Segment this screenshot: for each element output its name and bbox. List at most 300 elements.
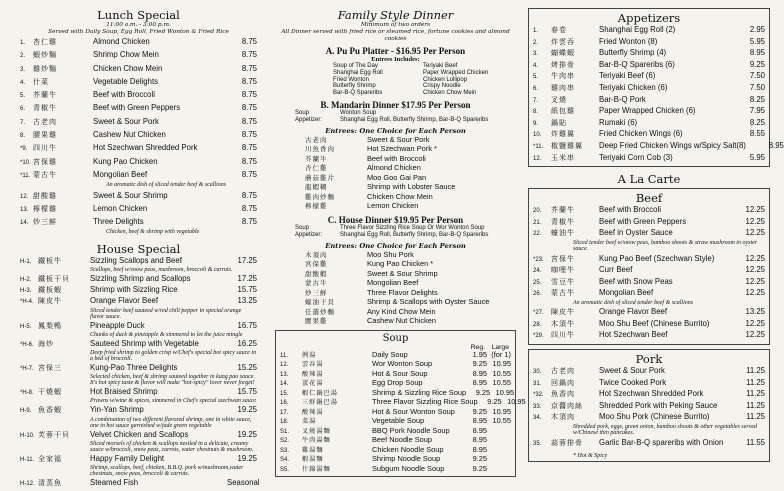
- family-dinner-section: [275, 8, 516, 327]
- item-name: Orange Flavor Beef: [599, 307, 668, 317]
- item-name: Chicken Chow Mein: [367, 191, 433, 201]
- item-name: Shrimp with Lobster Sauce: [367, 182, 456, 192]
- soup-reg-label: Reg.: [470, 343, 485, 351]
- beef-title: Beef: [635, 191, 663, 206]
- item-chinese-name: 酸辣湯: [302, 370, 324, 378]
- item-chinese-name: 蒙古牛: [33, 171, 57, 179]
- menu-item-row: [20, 129, 257, 142]
- item-price: 8.75: [241, 37, 257, 46]
- pu-pu-entree: Soup of The Day: [333, 63, 378, 69]
- item-name: Sizzling Shrimp and Scallops: [90, 273, 191, 283]
- item-number: 15.: [280, 390, 289, 397]
- item-chinese-name: 鐵板蝦: [38, 287, 62, 295]
- item-name: Butterfly Shrimp (4): [599, 48, 667, 58]
- mandarin-entree-list: [275, 136, 516, 212]
- item-name: Teriyaki Beef (6): [599, 71, 656, 81]
- item-price-large: 10.95: [495, 387, 515, 397]
- item-name: Mongolian Beef: [599, 288, 654, 298]
- item-number: 12.: [533, 155, 542, 162]
- item-price: 8.95: [749, 48, 765, 58]
- menu-item-row: [20, 321, 257, 332]
- item-chinese-name: 陳皮牛: [551, 309, 575, 317]
- item-name: Kung Pao Chicken: [93, 156, 158, 166]
- menu-item-row: [533, 118, 765, 130]
- item-chinese-name: 蠔油牛: [551, 230, 575, 238]
- house-dinner-appetizer-line: [275, 232, 516, 239]
- item-number: *H-6.: [20, 341, 34, 348]
- item-price-regular: 9.25: [472, 359, 487, 369]
- item-name: Any Kind Chow Mein: [367, 306, 436, 316]
- menu-item-row: [20, 274, 257, 285]
- appetizers-title: Appetizers: [617, 11, 681, 25]
- beef-section: [528, 188, 770, 345]
- item-name: Teriyaki Corn Cob (3): [599, 152, 673, 162]
- item-name: Kung-Pao Three Delights: [90, 362, 178, 372]
- item-chinese-name: 宮保雞: [33, 158, 57, 166]
- menu-item-row: [20, 430, 257, 441]
- item-description: Selected chicken, beef & shrimp sauteed together in kung pao sauce. It's hot spicy taste & flavor will make "hot-spicy" lover never forget!: [90, 374, 255, 387]
- item-price-regular: 8.95: [472, 378, 487, 388]
- item-price: 19.25: [237, 429, 257, 439]
- item-chinese-name: 菜湯: [302, 418, 317, 426]
- item-number: H-12.: [20, 480, 35, 487]
- item-chinese-name: 雞肉串: [551, 84, 575, 92]
- item-description: Chunks of duck & pineapple & simmered to let the juice mingle: [90, 331, 243, 338]
- mandarin-soup-line: [275, 110, 516, 117]
- menu-item-row: [275, 202, 516, 212]
- item-chinese-name: 四川牛: [551, 332, 575, 340]
- pork-section: [528, 349, 770, 462]
- menu-item-row: [533, 48, 765, 60]
- item-chinese-name: 川魚香肉: [305, 146, 335, 154]
- item-name: Hot Szechwan Pork *: [367, 144, 437, 154]
- item-price-regular: 9.25: [472, 463, 487, 473]
- item-description: Chicken, beef & shrimp with vegetable: [106, 229, 200, 236]
- item-chinese-name: 炸雲吞: [551, 38, 575, 46]
- item-chinese-name: 椒鹽雞翼: [551, 142, 583, 150]
- item-chinese-name: 木須肉: [551, 414, 575, 422]
- item-name: Shrimp Chow Mein: [93, 50, 159, 60]
- item-price: 12.25: [745, 216, 765, 226]
- item-name: Moo Shu Pork: [367, 249, 414, 259]
- item-name: Deep Fried Chicken Wings w/Spicy Salt(8): [599, 140, 746, 150]
- appetizer-item-list: [533, 25, 784, 164]
- item-description: Deep fried shrimp to golden crisp w/Chef's special hot spicy sauce in a bed of broccoli.: [90, 349, 257, 362]
- item-name: Shredded Pork with Peking Sauce: [599, 400, 718, 410]
- house-dinner-appetizer-label: Appetizer:: [295, 231, 323, 238]
- item-name: Shrimp Noodle Soup: [372, 454, 441, 464]
- item-name: Shanghai Egg Roll (2): [599, 25, 676, 34]
- pork-item-list: [533, 366, 765, 449]
- item-number: 1.: [20, 40, 26, 46]
- item-number: 5.: [20, 93, 26, 100]
- item-chinese-name: 木須肉: [305, 251, 328, 259]
- menu-item-row: [533, 265, 765, 277]
- item-price: 11.25: [746, 365, 765, 375]
- item-chinese-name: 鐵板牛: [38, 257, 62, 265]
- item-chinese-name: 京醬肉絲: [551, 402, 583, 410]
- item-description: Scallops, beef w/snow peas, mushroom, broccoli & carrots.: [90, 266, 233, 273]
- item-price-regular: 9.25: [487, 397, 502, 407]
- item-chinese-name: 古老肉: [305, 136, 328, 144]
- menu-item-row: [533, 307, 765, 319]
- item-price: 11.25: [746, 389, 765, 399]
- item-name: Three Delights: [93, 217, 144, 227]
- item-number: 33.: [533, 403, 542, 410]
- item-price-large: 10.95: [492, 406, 511, 416]
- item-number: *11.: [20, 172, 31, 179]
- item-name: Vegetable Soup: [372, 416, 425, 426]
- house-dinner-soup-label: Soup: [295, 224, 310, 231]
- mandarin-dinner-title: B. Mandarin Dinner $17.95 Per Person: [320, 99, 471, 110]
- item-price: 8.75: [241, 169, 257, 179]
- item-chinese-name: 干燒蝦: [38, 389, 62, 397]
- item-chinese-name: 鍋貼: [551, 119, 567, 127]
- item-number: *H-7.: [20, 365, 34, 372]
- item-number: 8.: [20, 133, 26, 140]
- item-name: Mongolian Beef: [367, 278, 419, 288]
- item-name: Sweet & Sour Pork: [599, 365, 665, 375]
- item-name: Shrimp & Sizzling Rice Soup: [372, 387, 467, 397]
- item-price: 8.75: [241, 203, 257, 213]
- item-chinese-name: 四川牛: [33, 145, 57, 153]
- item-chinese-name: 雞肉炒麵: [305, 193, 335, 201]
- item-chinese-name: 海炒: [38, 340, 54, 348]
- menu-item-row: [20, 339, 257, 350]
- item-price-regular: 9.25: [475, 387, 491, 397]
- item-chinese-name: 叉燒: [551, 96, 567, 104]
- menu-item-row: [533, 129, 765, 141]
- item-number: *H-4.: [20, 299, 34, 306]
- item-description: Shredded pork, eggs, green onion, bamboo shoots & other vegetables served w/Chinese thin pancakes.: [573, 423, 758, 437]
- menu-item-row: [533, 140, 784, 153]
- item-price-regular: 9.25: [472, 454, 487, 464]
- item-number: 13.: [20, 206, 29, 213]
- item-number: 1.: [533, 28, 539, 34]
- lunch-item-list: [20, 36, 257, 236]
- item-name: Hot Szechwan Shredded Pork: [599, 389, 704, 399]
- pu-pu-left-list: [333, 63, 423, 97]
- item-price: 8.75: [241, 156, 257, 166]
- column-left: [0, 0, 263, 491]
- pu-pu-entree: Butterfly Shrimp: [333, 83, 376, 90]
- item-chinese-name: 青椒牛: [33, 105, 57, 113]
- house-special-section: [20, 241, 260, 489]
- item-name: Three Flavor Delights: [367, 287, 438, 297]
- item-price-regular: 8.95: [472, 435, 487, 445]
- item-name: Sweet & Sour Pork: [93, 116, 159, 126]
- item-number: 6.: [20, 106, 26, 113]
- item-number: *9.: [20, 146, 28, 153]
- item-price: 12.25: [745, 228, 765, 238]
- menu-item-row: [533, 37, 765, 49]
- item-name: Shrimp & Scallops with Oyster Sauce: [367, 297, 490, 307]
- house-special-title: House Special: [96, 241, 181, 256]
- item-price: 11.25: [746, 412, 765, 422]
- menu-item-row: [533, 71, 765, 83]
- menu-item-row: [533, 83, 765, 95]
- item-name: Sizzling Scallops and Beef: [90, 255, 182, 265]
- family-dinner-title: Family Style Dinner: [337, 8, 454, 22]
- menu-item-row: [20, 49, 257, 62]
- menu-item-row: [533, 277, 765, 289]
- item-price: 9.25: [749, 59, 765, 69]
- item-number: 8.: [533, 109, 539, 116]
- item-price-regular: 9.25: [472, 406, 487, 416]
- menu-item-row: [533, 366, 765, 378]
- pu-pu-entree: Chicken Chow Mein: [423, 90, 477, 97]
- item-name: Beef with Green Peppers: [93, 103, 181, 113]
- item-number: 10.: [533, 132, 542, 139]
- item-number: 9.: [533, 120, 539, 127]
- item-number: 16.: [280, 400, 289, 407]
- menu-item-row: [20, 190, 257, 203]
- item-chinese-name: 古老肉: [33, 118, 57, 126]
- item-chinese-name: 陳皮牛: [38, 298, 62, 306]
- mandarin-appetizer-line: [275, 117, 516, 124]
- item-description: An aromatic dish of sliced tender beef & scallions: [106, 182, 227, 189]
- mandarin-soup-value: Wonton Soup: [340, 109, 377, 116]
- menu-item-row: [533, 60, 765, 72]
- pu-pu-includes-label: Entrees Includes:: [371, 56, 420, 63]
- item-price: 8.75: [241, 190, 257, 200]
- pu-pu-entrees: [275, 63, 516, 97]
- item-price: 7.50: [749, 82, 765, 92]
- item-number: H-2.: [20, 276, 32, 283]
- item-price: 12.25: [745, 330, 765, 340]
- item-name: Beef in Oyster Sauce: [599, 228, 673, 238]
- house-dinner-title: C. House Dinner $19.95 Per Person: [327, 214, 464, 225]
- pu-pu-platter-title: A. Pu Pu Platter - $16.95 Per Person: [325, 46, 466, 56]
- family-minimum: Minimum of two orders: [360, 22, 431, 28]
- item-name: Hot & Sour Wonton Soup: [372, 406, 455, 416]
- item-chinese-name: 龍蝦糊: [305, 184, 328, 192]
- item-chinese-name: 咖哩牛: [551, 267, 575, 275]
- appetizers-section: [528, 8, 784, 167]
- item-chinese-name: 蒙古牛: [551, 290, 575, 298]
- item-name: Daily Soup: [372, 349, 408, 359]
- house-dinner-soup-line: [275, 225, 516, 232]
- item-chinese-name: 芙蓉干貝: [38, 431, 70, 439]
- pu-pu-right-list: [423, 63, 513, 97]
- item-number: 14.: [280, 381, 289, 388]
- item-price: 5.95: [749, 36, 765, 46]
- item-name: Three Flavor Sizzling Rice Soup: [372, 397, 478, 407]
- item-price: 7.95: [749, 106, 765, 116]
- item-number: S3.: [280, 447, 290, 454]
- item-chinese-name: 蘑菇雞片: [305, 174, 335, 182]
- item-price-regular: 8.95: [472, 444, 487, 454]
- pu-pu-entree: Chicken Lollipop: [423, 76, 468, 83]
- menu-item-row: [20, 256, 257, 267]
- menu-item-row: [533, 319, 765, 331]
- menu-item-row: [20, 116, 257, 129]
- item-price-regular: 8.95: [472, 425, 487, 435]
- item-name: Almond Chicken: [93, 37, 150, 46]
- item-number: S1.: [280, 428, 290, 435]
- item-number: S2.: [280, 438, 290, 445]
- menu-item-row: [533, 412, 765, 424]
- item-price: 8.75: [241, 116, 257, 126]
- item-number: H-10.: [20, 432, 35, 439]
- house-item-list: [20, 255, 260, 489]
- item-chinese-name: 什菜: [33, 78, 49, 86]
- menu-item-row: [20, 89, 257, 102]
- item-price: 5.95: [749, 152, 765, 162]
- item-number: H-9.: [20, 408, 32, 415]
- item-chinese-name: 烤排骨: [551, 61, 575, 69]
- mandarin-entrees-heading: Entrees: One Choice for Each Person: [325, 126, 466, 135]
- soup-item-list: [280, 349, 526, 475]
- item-price-large: 10.55: [492, 416, 511, 426]
- item-name: Lemon Chicken: [93, 203, 148, 213]
- item-name: Egg Drop Soup: [372, 378, 423, 388]
- lunch-served-with: Served with Daily Soup, Egg Roll, Fried Wonton & Fried Rice: [48, 29, 229, 35]
- item-description: An aromatic dish of sliced tender beef & scallions: [573, 299, 694, 306]
- item-number: 20.: [533, 208, 542, 215]
- item-number: 35.: [533, 440, 542, 447]
- item-name: Hot Braised Shrimp: [90, 387, 158, 397]
- item-price: 8.75: [241, 103, 257, 113]
- item-name: Beef with Snow Peas: [599, 276, 673, 286]
- menu-item-row: [20, 102, 257, 115]
- item-chinese-name: 甜酸蝦: [305, 270, 328, 278]
- lunch-special-section: [20, 8, 257, 236]
- item-name: Hot & Sour Soup: [372, 368, 428, 378]
- item-chinese-name: 腰果雞: [305, 318, 328, 326]
- item-name: Moo Goo Gai Pan: [367, 172, 427, 182]
- item-name: Sweet & Sour Shrimp: [367, 268, 438, 278]
- item-price: 15.75: [237, 285, 257, 295]
- item-number: 2.: [533, 39, 539, 46]
- house-dinner-soup-value: Three Flavor Sizzling Rice Soup Or Wor Wonton Soup: [340, 224, 485, 231]
- item-chinese-name: 炸雞翼: [551, 131, 575, 139]
- item-name: Sweet & Sour Shrimp: [93, 190, 168, 200]
- item-name: Teriyaki Chicken (6): [599, 82, 668, 92]
- menu-item-row: [20, 454, 257, 465]
- item-name: Bar-B-Q Spareribs (6): [599, 59, 675, 69]
- item-name: Subgum Noodle Soup: [372, 463, 445, 473]
- item-name: BBQ Pork Noodle Soup: [372, 425, 450, 435]
- menu-item-row: [20, 296, 257, 307]
- menu-item-row: [20, 405, 257, 416]
- item-name: Cashew Nut Chicken: [367, 316, 437, 326]
- column-right: [520, 0, 784, 491]
- item-chinese-name: 玉米串: [551, 154, 575, 162]
- item-price-large: 10.55: [492, 368, 511, 378]
- item-chinese-name: 三鮮鍋巴湯: [302, 399, 338, 407]
- item-name: Kung Pao Beef (Szechwan Style): [599, 253, 715, 263]
- item-number: *27.: [533, 310, 544, 317]
- item-chinese-name: 魚香蝦: [38, 407, 62, 415]
- item-name: Lemon Chicken: [367, 201, 419, 211]
- menu-item-row: [533, 288, 765, 300]
- item-number: 13.: [280, 371, 289, 378]
- item-number: 14.: [20, 220, 29, 227]
- menu-item-row: [20, 216, 257, 229]
- menu-item-row: [280, 465, 511, 475]
- item-chinese-name: 蛋花湯: [302, 380, 324, 388]
- menu-item-row: [533, 205, 765, 217]
- menu-item-row: [533, 378, 765, 390]
- item-description: Prawns w/wine & spices, simmered in Chef's special szechwan sauce: [90, 398, 257, 405]
- mandarin-soup-label: Soup: [295, 109, 310, 116]
- item-description: Sliced tender beef sauteed w/red chili pepper in special orange flavor sauce.: [90, 307, 242, 320]
- item-chinese-name: 杏仁雞: [33, 39, 57, 46]
- item-price: 11.25: [746, 377, 765, 387]
- item-chinese-name: 甜酸雞: [33, 192, 57, 200]
- item-chinese-name: 芥蘭牛: [305, 155, 328, 163]
- item-name: Almond Chicken: [367, 163, 421, 173]
- item-number: H-1.: [20, 258, 32, 265]
- item-chinese-name: 宮保三: [38, 364, 62, 372]
- pu-pu-entree: Shanghai Egg Roll: [333, 69, 383, 76]
- item-chinese-name: 炒三鮮: [305, 289, 328, 297]
- item-chinese-name: 蝴蝶蝦: [551, 50, 575, 58]
- item-chinese-name: 酸辣湯: [302, 408, 324, 416]
- item-chinese-name: 腰果雞: [33, 132, 57, 140]
- item-price: 8.75: [241, 76, 257, 86]
- item-number: 4.: [20, 79, 26, 86]
- item-price: 17.25: [237, 255, 257, 265]
- item-price: 8.75: [241, 63, 257, 73]
- item-number: 34.: [533, 415, 542, 422]
- item-name: Moo Shu Pork (Chinese Burrito): [599, 412, 710, 422]
- item-chinese-name: 牛肉湯麵: [302, 437, 331, 445]
- item-chinese-name: 鐵板干貝: [38, 275, 70, 283]
- house-dinner-entrees-heading: Entrees: One Choice for Each Person: [325, 241, 466, 250]
- item-name: Velvet Chicken and Scallops: [90, 429, 189, 439]
- item-price: 11.25: [746, 400, 765, 410]
- item-number: 11.: [280, 352, 288, 359]
- item-name: Chicken Noodle Soup: [372, 444, 444, 454]
- item-name: Fried Wonton (8): [599, 36, 658, 46]
- menu-item-row: [533, 217, 765, 229]
- item-name: Vegetable Delights: [93, 76, 159, 86]
- item-number: S5.: [280, 466, 290, 473]
- pork-title: Pork: [635, 351, 663, 366]
- menu-item-row: [533, 228, 765, 240]
- beef-item-list: [533, 205, 765, 342]
- item-description: Shrimp, scallops, beef, chicken, B.B.Q. pork w/mushroom,water chestnuts, snow peas, broccoli & carrots.: [90, 464, 244, 477]
- item-price: 12.25: [745, 253, 765, 263]
- item-name: Beef Noodle Soup: [372, 435, 432, 445]
- menu-item-row: [20, 36, 257, 49]
- menu-item-row: [20, 76, 257, 89]
- item-name: Hot Szechwan Shredded Pork: [93, 143, 198, 153]
- item-name: Pineapple Duck: [90, 320, 145, 330]
- item-number: H-3.: [20, 288, 32, 295]
- item-name: Moo Shu Beef (Chinese Burrito): [599, 318, 710, 328]
- item-number: 2.: [20, 53, 26, 60]
- item-number: 28.: [533, 321, 542, 328]
- item-price: 12.25: [745, 318, 765, 328]
- item-number: 3.: [533, 51, 539, 58]
- item-name: Yin-Yan Shrimp: [90, 405, 144, 415]
- family-served-with: All Dinner served with fried rice or steamed rice, fortune cookies and almond cookies: [281, 29, 510, 42]
- item-chinese-name: 蝦仁鍋巴湯: [302, 389, 338, 397]
- item-chinese-name: 清蒸魚: [38, 479, 62, 487]
- item-price: 8.75: [241, 217, 257, 227]
- item-chinese-name: 杏仁雞: [305, 165, 328, 173]
- item-name: Chicken Chow Mein: [93, 63, 163, 73]
- item-chinese-name: 全家福: [38, 455, 62, 463]
- menu-item-row: [20, 477, 260, 489]
- item-number: 22.: [533, 231, 542, 238]
- item-chinese-name: 叉燒湯麵: [302, 427, 331, 435]
- item-name: Beef with Broccoli: [93, 90, 155, 100]
- pu-pu-entree: Crispy Noodle: [423, 83, 461, 90]
